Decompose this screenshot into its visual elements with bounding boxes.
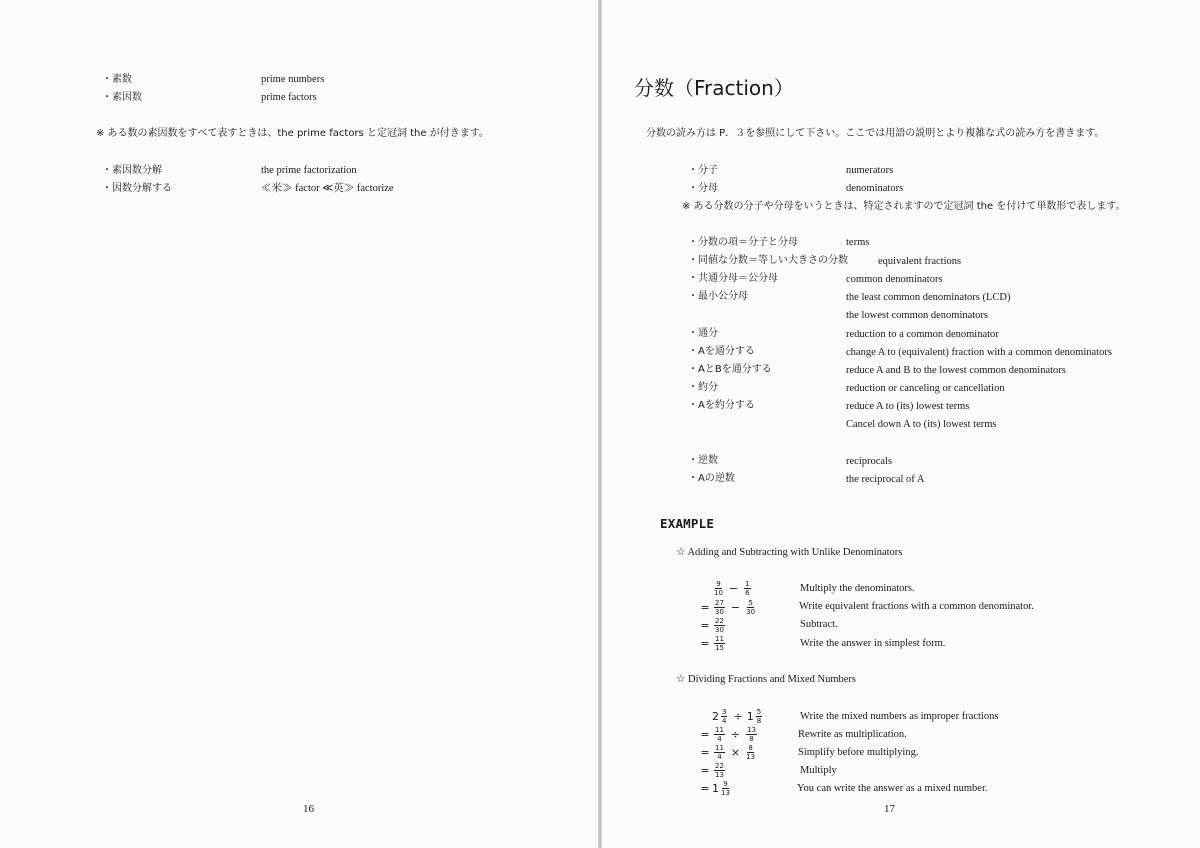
ex2-math-row: = $\frac{11}{4}$ ÷ $\frac{13}{8}$ <box>700 725 757 743</box>
term-en: ≪米≫ factor ≪英≫ factorize <box>261 183 394 194</box>
term-en: reduction or canceling or cancellation <box>846 383 1005 394</box>
term-en: the lowest common denominators <box>846 310 989 321</box>
term-en: reduce A to (its) lowest terms <box>846 401 970 412</box>
ex2-step: Simplify before multiplying. <box>798 747 919 758</box>
fraction: $\frac{22}{13}$ <box>715 761 724 779</box>
fraction: $\frac{8}{13}$ <box>746 743 756 761</box>
note: ※ ある数の素因数をすべて表すときは、the prime factors と定冠詞 the が付きます。 <box>96 128 489 139</box>
term-en: terms <box>846 237 870 248</box>
term-en: numerators <box>846 165 894 176</box>
fraction: $\frac{3}{4}$ <box>722 707 727 725</box>
ex2-step: Rewrite as multiplication. <box>798 729 907 740</box>
ex2-math-row: = $\frac{22}{13}$ <box>700 761 724 779</box>
ex2-math-row: = 1 $\frac{9}{13}$ <box>700 779 730 797</box>
term-jp: ・Aを通分する <box>688 346 755 357</box>
ex1-math-row: = $\frac{27}{30}$ − $\frac{5}{30}$ <box>700 598 756 616</box>
term-jp: ・素数 <box>102 74 132 85</box>
term-en: Cancel down A to (its) lowest terms <box>846 419 997 430</box>
fraction: $\frac{22}{30}$ <box>715 616 724 634</box>
term-en: reciprocals <box>846 456 893 467</box>
page-number: 16 <box>303 803 314 815</box>
term-en: common denominators <box>846 274 943 285</box>
example1-heading: ☆ Adding and Subtracting with Unlike Denominators <box>676 547 903 558</box>
term-en: denominators <box>846 183 904 194</box>
term-jp: ・Aの逆数 <box>688 473 735 484</box>
ex1-step: Write the answer in simplest form. <box>800 638 946 649</box>
term-en: equivalent fractions <box>878 256 962 267</box>
page-number: 17 <box>884 803 895 815</box>
fraction: $\frac{9}{10}$ <box>714 579 723 597</box>
term-jp: ・素因数 <box>102 92 142 103</box>
fraction: $\frac{11}{4}$ <box>715 743 724 761</box>
term-jp: ・約分 <box>688 382 718 393</box>
term-jp: ・分子 <box>688 165 718 176</box>
term-en: prime numbers <box>261 74 325 85</box>
term-jp: ・素因数分解 <box>102 165 162 176</box>
ex2-step: Multiply <box>800 765 837 776</box>
term-jp: ・通分 <box>688 328 718 339</box>
fraction: $\frac{9}{13}$ <box>721 779 730 797</box>
term-en: the reciprocal of A <box>846 474 925 485</box>
term-jp: ・Aを約分する <box>688 400 755 411</box>
fraction: $\frac{13}{8}$ <box>747 725 757 743</box>
fraction: $\frac{11}{15}$ <box>715 634 724 652</box>
fraction: $\frac{5}{30}$ <box>746 598 756 616</box>
ex1-math-row: $\frac{9}{10}$ − $\frac{1}{6}$ <box>714 579 750 597</box>
left-page <box>0 0 598 848</box>
example-heading: EXAMPLE <box>660 516 715 531</box>
term-jp: ・最小公分母 <box>688 291 748 302</box>
term-jp: ・分数の項＝分子と分母 <box>688 237 798 248</box>
ex2-math-row: = $\frac{11}{4}$ × $\frac{8}{13}$ <box>700 743 756 761</box>
term-en: change A to (equivalent) fraction with a common denominators <box>846 347 1112 358</box>
term-en: the prime factorization <box>261 165 357 176</box>
fraction: $\frac{27}{30}$ <box>715 598 724 616</box>
ex1-step: Write equivalent fractions with a common denominator. <box>799 601 1034 612</box>
fraction: $\frac{5}{8}$ <box>756 707 762 725</box>
ex1-step: Multiply the denominators. <box>800 583 915 594</box>
fraction: $\frac{11}{4}$ <box>715 725 724 743</box>
right-page <box>602 0 1200 848</box>
term-jp: ・同値な分数＝等しい大きさの分数 <box>688 255 848 266</box>
ex1-step: Subtract. <box>800 619 838 630</box>
ex2-math-row: 2 $\frac{3}{4}$ ÷ 1 $\frac{5}{8}$ <box>712 707 762 725</box>
note: ※ ある分数の分子や分母をいうときは、特定されますので定冠詞 the を付けて単数形で表します。 <box>682 201 1126 212</box>
ex1-math-row: = $\frac{11}{15}$ <box>700 634 724 652</box>
fraction: $\frac{1}{6}$ <box>745 579 750 597</box>
term-jp: ・逆数 <box>688 455 718 466</box>
term-jp: ・分母 <box>688 183 718 194</box>
term-en: reduce A and B to the lowest common denominators <box>846 365 1066 376</box>
page-title: 分数（Fraction） <box>634 76 794 100</box>
ex1-math-row: = $\frac{22}{30}$ <box>700 616 724 634</box>
term-en: the least common denominators (LCD) <box>846 292 1011 303</box>
ex2-step: You can write the answer as a mixed number. <box>797 783 988 794</box>
term-jp: ・共通分母＝公分母 <box>688 273 778 284</box>
term-en: reduction to a common denominator <box>846 329 999 340</box>
term-jp: ・AとBを通分する <box>688 364 772 375</box>
example2-heading: ☆ Dividing Fractions and Mixed Numbers <box>676 674 857 685</box>
ex2-step: Write the mixed numbers as improper fractions <box>800 711 999 722</box>
term-en: prime factors <box>261 92 317 103</box>
term-jp: ・因数分解する <box>102 183 172 194</box>
intro-text: 分数の読み方は P．３を参照にして下さい。ここでは用語の説明とより複雑な式の読み方を書きます。 <box>646 128 1105 139</box>
